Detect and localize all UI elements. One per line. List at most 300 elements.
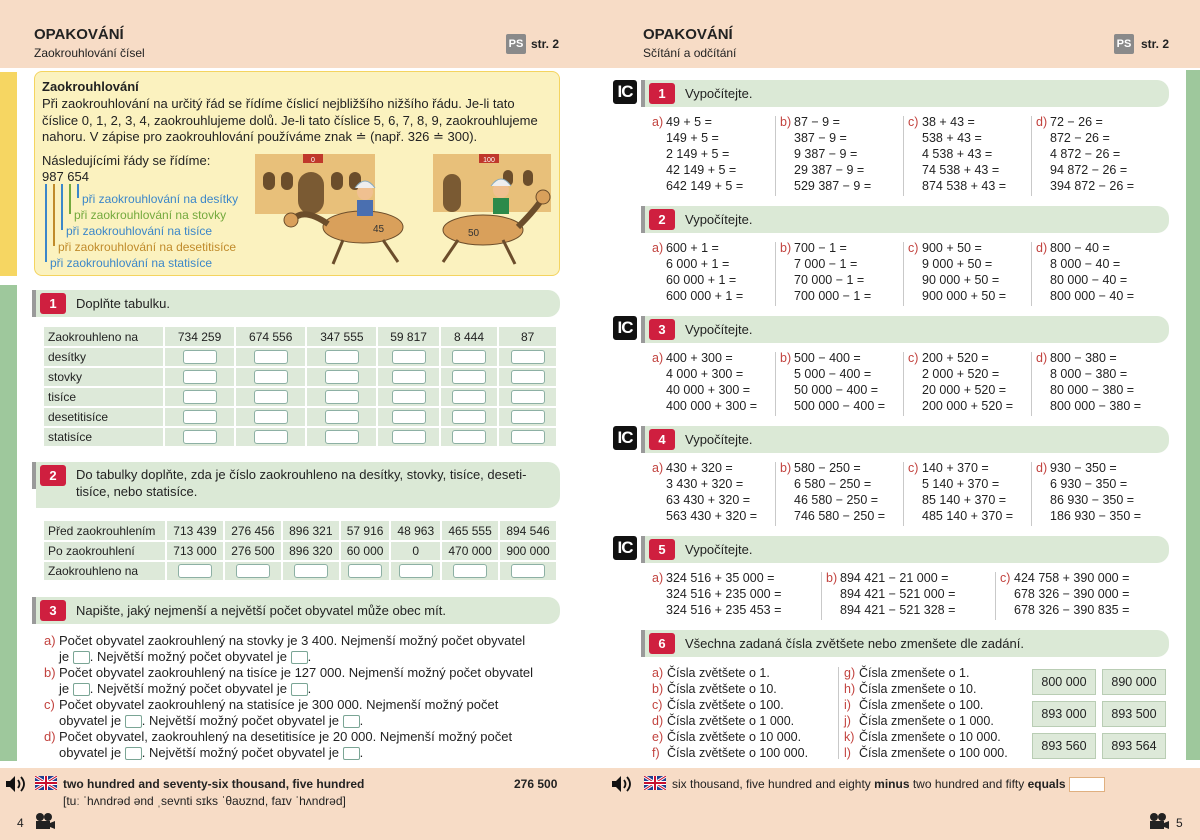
item-text: je — [59, 681, 70, 696]
answer-box[interactable] — [392, 370, 426, 384]
footer-ipa: [tuː ˈhʌndrəd ənd ˌsevnti sɪks ˈθaʊznd, faɪv ˈhʌndrəd] — [63, 794, 346, 808]
answer-box[interactable] — [254, 390, 288, 404]
item-text: Počet obyvatel zaokrouhlený na statisíce je 300 000. Nejmenší možný počet — [59, 697, 499, 712]
camera-icon[interactable] — [34, 812, 56, 830]
row-label: stovky — [44, 367, 164, 387]
exercise-number: 2 — [40, 465, 66, 486]
answer-box[interactable] — [392, 410, 426, 424]
calc-column — [908, 350, 1036, 414]
item-letter: b) — [780, 351, 792, 365]
calc-row: 400 + 300 = — [666, 351, 733, 365]
building-sign-left: 0 — [311, 157, 315, 164]
calc-column — [826, 570, 1000, 618]
number-box: 893 560 — [1032, 733, 1096, 759]
rounding-check-table — [44, 521, 558, 582]
list-item — [652, 713, 832, 729]
answer-box[interactable] — [325, 430, 359, 444]
right-page-subtitle: Sčítání a odčítání — [643, 46, 737, 60]
item-text: Čísla zvětšete o 1. — [667, 666, 770, 680]
calc-row: 500 − 400 = — [794, 351, 861, 365]
item-letter: l) — [844, 746, 851, 760]
divider — [775, 242, 776, 306]
item-text: . — [307, 649, 312, 664]
divider — [995, 572, 996, 620]
item-letter: a) — [652, 115, 664, 129]
calc-row: 9 387 − 9 = — [794, 147, 858, 161]
item-letter: b) — [780, 241, 792, 255]
answer-box[interactable] — [452, 350, 486, 364]
calc-row: 87 − 9 = — [794, 115, 840, 129]
exercise-r2-grid — [652, 240, 1172, 306]
calc-row: 642 149 + 5 = — [666, 179, 744, 193]
table-header-cell: Zaokrouhleno na — [44, 327, 164, 347]
calc-row: 485 140 + 370 = — [922, 509, 1014, 523]
exercise-3-items — [44, 633, 564, 761]
answer-box[interactable] — [392, 430, 426, 444]
calc-row: 90 000 + 50 = — [922, 273, 1000, 287]
exercise-number: 5 — [649, 539, 675, 560]
exercise-1-header — [36, 290, 560, 317]
divider — [903, 462, 904, 526]
table-row — [44, 561, 557, 581]
answer-box[interactable] — [254, 350, 288, 364]
max-input[interactable] — [291, 683, 308, 696]
answer-box[interactable] — [511, 564, 545, 578]
min-input[interactable] — [125, 715, 142, 728]
answer-box[interactable] — [452, 390, 486, 404]
calc-column — [908, 460, 1036, 524]
calc-column — [780, 114, 908, 194]
calc-row: 500 000 − 400 = — [794, 399, 886, 413]
calc-row: 5 140 + 370 = — [922, 477, 1000, 491]
calc-row: 746 580 − 250 = — [794, 509, 886, 523]
ic-badge: IC — [613, 536, 637, 560]
left-green-bar — [0, 285, 17, 761]
calc-row: 400 000 + 300 = — [666, 399, 758, 413]
list-item — [844, 745, 1024, 761]
calc-column — [1036, 240, 1164, 304]
calc-row: 678 326 − 390 835 = — [1014, 603, 1130, 617]
list-item — [44, 729, 564, 761]
calc-row: 85 140 + 370 = — [922, 493, 1007, 507]
table-header-cell: 59 817 — [377, 327, 439, 347]
item-text: Čísla zmenšete o 1. — [859, 666, 970, 680]
max-input[interactable] — [291, 651, 308, 664]
left-yellow-bar — [0, 72, 17, 276]
table-row — [44, 387, 557, 407]
footer-answer-input[interactable] — [1069, 777, 1105, 792]
calc-column — [1036, 350, 1164, 414]
answer-box[interactable] — [254, 370, 288, 384]
calc-row: 874 538 + 43 = — [922, 179, 1007, 193]
item-text: Čísla zmenšete o 100 000. — [859, 746, 1008, 760]
order-desitky: při zaokrouhlování na desítky — [82, 192, 239, 206]
divider — [838, 667, 839, 759]
answer-box[interactable] — [392, 350, 426, 364]
item-text: . Největší možný počet obyvatel je — [89, 649, 288, 664]
info-box — [34, 71, 560, 276]
table-row — [44, 427, 557, 447]
number-box: 893 500 — [1102, 701, 1166, 727]
exercise-r6-header — [645, 630, 1169, 657]
order-desetitisice: při zaokrouhlování na desetitisíce — [58, 240, 237, 254]
answer-box[interactable] — [325, 390, 359, 404]
row-label: statisíce — [44, 427, 164, 447]
item-text: . Největší možný počet obyvatel je — [89, 681, 288, 696]
item-letter: d) — [1036, 351, 1048, 365]
answer-box[interactable] — [178, 564, 212, 578]
calc-row: 70 000 − 1 = — [794, 273, 865, 287]
item-text: obyvatel je — [59, 713, 122, 728]
calc-row: 894 421 − 21 000 = — [840, 571, 949, 585]
exercise-label: Vypočítejte. — [685, 212, 753, 227]
list-item — [844, 681, 1024, 697]
right-header — [600, 0, 1200, 68]
uk-flag-icon — [644, 776, 666, 790]
item-text: . — [307, 681, 312, 696]
page-number: 4 — [17, 816, 24, 830]
left-header — [0, 0, 600, 68]
calc-column — [652, 114, 780, 194]
list-item — [844, 713, 1024, 729]
table-row — [44, 367, 557, 387]
table-cell: 894 546 — [499, 521, 557, 541]
calc-row: 38 + 43 = — [922, 115, 975, 129]
rounding-table — [44, 327, 558, 448]
calc-column — [1000, 570, 1174, 618]
item-letter: a) — [652, 666, 664, 680]
table-cell: 60 000 — [340, 541, 391, 561]
answer-box[interactable] — [348, 564, 382, 578]
item-letter: a) — [652, 351, 664, 365]
answer-box[interactable] — [399, 564, 433, 578]
table-row — [44, 541, 557, 561]
calc-row: 6 000 + 1 = — [666, 257, 730, 271]
footer-phrase: two hundred and seventy-six thousand, five hundred — [63, 777, 365, 791]
calc-row: 49 + 5 = — [666, 115, 712, 129]
calc-row: 800 000 − 380 = — [1050, 399, 1142, 413]
exercise-label: Vypočítejte. — [685, 542, 753, 557]
calc-row: 80 000 − 40 = — [1050, 273, 1128, 287]
item-letter: b) — [652, 682, 664, 696]
list-item — [44, 665, 564, 697]
item-letter: b) — [826, 571, 838, 585]
exercise-label: Doplňte tabulku. — [76, 296, 170, 311]
divider — [1031, 242, 1032, 306]
divider — [775, 116, 776, 196]
calc-row: 20 000 + 520 = — [922, 383, 1007, 397]
phrase-operator: equals — [1027, 777, 1066, 791]
answer-box[interactable] — [183, 410, 217, 424]
divider — [1031, 462, 1032, 526]
camera-icon[interactable] — [1148, 812, 1170, 830]
calc-row: 8 000 − 380 = — [1050, 367, 1128, 381]
exercise-label: Vypočítejte. — [685, 86, 753, 101]
row-label: desítky — [44, 347, 164, 367]
calc-row: 538 + 43 = — [922, 131, 982, 145]
answer-box[interactable] — [183, 350, 217, 364]
answer-box[interactable] — [511, 390, 545, 404]
info-title: Zaokrouhlování — [42, 79, 139, 94]
max-input[interactable] — [343, 747, 360, 760]
calc-row: 140 + 370 = — [922, 461, 989, 475]
divider — [821, 572, 822, 620]
calc-row: 894 421 − 521 000 = — [840, 587, 956, 601]
table-cell: 896 320 — [282, 541, 340, 561]
calc-row: 60 000 + 1 = — [666, 273, 737, 287]
min-input[interactable] — [73, 683, 90, 696]
left-footer — [0, 768, 600, 840]
table-cell: 465 555 — [441, 521, 499, 541]
list-item — [844, 697, 1024, 713]
answer-box[interactable] — [511, 370, 545, 384]
answer-box[interactable] — [325, 410, 359, 424]
table-cell: 0 — [390, 541, 441, 561]
calc-row: 63 430 + 320 = — [666, 493, 751, 507]
calc-row: 149 + 5 = — [666, 131, 719, 145]
calc-row: 324 516 + 235 000 = — [666, 587, 782, 601]
calc-row: 678 326 − 390 000 = — [1014, 587, 1130, 601]
calc-column — [780, 240, 908, 304]
answer-box[interactable] — [511, 430, 545, 444]
item-letter: g) — [844, 666, 856, 680]
calc-row: 74 538 + 43 = — [922, 163, 1000, 177]
calc-row: 5 000 − 400 = — [794, 367, 872, 381]
answer-box[interactable] — [511, 410, 545, 424]
phrase-part: six thousand, five hundred and eighty — [672, 777, 871, 791]
phrase-operator: minus — [874, 777, 910, 791]
calc-column — [1036, 460, 1164, 524]
page-number: 5 — [1176, 816, 1183, 830]
calc-row: 430 + 320 = — [666, 461, 733, 475]
item-text: Počet obyvatel zaokrouhlený na stovky je 3 400. Nejmenší možný počet obyvatel — [59, 633, 526, 648]
item-text: Čísla zvětšete o 10. — [667, 682, 777, 696]
row-label: Zaokrouhleno na — [44, 561, 166, 581]
divider — [775, 462, 776, 526]
orders-label: Následujícími řády se řídíme: — [42, 153, 211, 168]
divider — [903, 242, 904, 306]
calc-row: 394 872 − 26 = — [1050, 179, 1135, 193]
page-ref: str. 2 — [1141, 37, 1170, 51]
exercise-r2-header — [645, 206, 1169, 233]
ic-badge: IC — [613, 316, 637, 340]
item-letter: c) — [908, 461, 919, 475]
calc-row: 894 421 − 521 328 = — [840, 603, 956, 617]
table-header-cell: 347 555 — [306, 327, 377, 347]
calc-row: 186 930 − 350 = — [1050, 509, 1142, 523]
calc-row: 8 000 − 40 = — [1050, 257, 1121, 271]
table-header-cell: 8 444 — [440, 327, 499, 347]
item-text: Čísla zmenšete o 100. — [859, 698, 984, 712]
table-cell: 276 456 — [224, 521, 282, 541]
item-letter: c) — [44, 697, 55, 712]
item-text: obyvatel je — [59, 745, 122, 760]
list-item — [44, 697, 564, 729]
calc-row: 4 538 + 43 = — [922, 147, 993, 161]
row-label: tisíce — [44, 387, 164, 407]
info-text: Při zaokrouhlování na určitý řád se řídíme číslicí nejbližšího nižšího řádu. Je-li tato číslice 0, 1, 2, 3, 4, zaokrouhlujeme dolů. Je-li tato číslice 5, 6, 7, 8, 9, zaokrouhlujeme nahoru. V zápise pro zaokrouhlování používáme znak ≐ (např. 326 ≐ 300). — [42, 96, 538, 144]
calc-column — [780, 460, 908, 524]
exercise-r3-header — [645, 316, 1169, 343]
item-text: Čísla zvětšete o 1 000. — [667, 714, 795, 728]
exercise-number: 2 — [649, 209, 675, 230]
ps-badge: PS — [1114, 34, 1134, 54]
item-letter: c) — [908, 351, 919, 365]
footer-phrase — [672, 777, 1105, 792]
left-page-subtitle: Zaokrouhlování čísel — [34, 46, 145, 60]
min-input[interactable] — [73, 651, 90, 664]
calc-row: 200 000 + 520 = — [922, 399, 1014, 413]
answer-box[interactable] — [236, 564, 270, 578]
answer-box[interactable] — [452, 430, 486, 444]
list-item — [652, 697, 832, 713]
item-letter: j) — [844, 714, 851, 728]
calc-row: 6 930 − 350 = — [1050, 477, 1128, 491]
exercise-r3-grid — [652, 350, 1172, 416]
table-cell: 470 000 — [441, 541, 499, 561]
order-stovky: při zaokrouhlování na stovky — [74, 208, 227, 222]
answer-box[interactable] — [392, 390, 426, 404]
item-text: Čísla zvětšete o 10 000. — [667, 730, 802, 744]
calc-row: 86 930 − 350 = — [1050, 493, 1135, 507]
number-box: 890 000 — [1102, 669, 1166, 695]
calc-column — [1036, 114, 1164, 194]
table-cell: 896 321 — [282, 521, 340, 541]
exercise-r5-header — [645, 536, 1169, 563]
calc-column — [908, 240, 1036, 304]
exercise-number: 1 — [40, 293, 66, 314]
item-letter: b) — [44, 665, 56, 680]
item-letter: b) — [780, 461, 792, 475]
speaker-icon[interactable] — [610, 774, 634, 794]
item-text: . — [359, 745, 364, 760]
camel-number-right: 50 — [468, 228, 480, 239]
calc-row: 580 − 250 = — [794, 461, 861, 475]
calc-row: 563 430 + 320 = — [666, 509, 758, 523]
calc-row: 700 − 1 = — [794, 241, 847, 255]
table-cell: 713 000 — [166, 541, 224, 561]
item-text: . — [359, 713, 364, 728]
exercise-label: Vypočítejte. — [685, 322, 753, 337]
answer-box[interactable] — [452, 370, 486, 384]
calc-row: 46 580 − 250 = — [794, 493, 879, 507]
table-cell: 48 963 — [390, 521, 441, 541]
answer-box[interactable] — [452, 410, 486, 424]
table-row — [44, 347, 557, 367]
exercise-number: 6 — [649, 633, 675, 654]
number-box: 800 000 — [1032, 669, 1096, 695]
calc-row: 42 149 + 5 = — [666, 163, 737, 177]
camel-number-left: 45 — [373, 224, 385, 235]
answer-box[interactable] — [511, 350, 545, 364]
exercise-label: Vypočítejte. — [685, 432, 753, 447]
list-item — [652, 729, 832, 745]
calc-column — [780, 350, 908, 414]
calc-column — [652, 240, 780, 304]
order-tisice: při zaokrouhlování na tisíce — [66, 224, 213, 238]
list-item — [844, 665, 1024, 681]
exercise-r4-grid — [652, 460, 1172, 526]
table-cell: 276 500 — [224, 541, 282, 561]
item-text: je — [59, 649, 70, 664]
answer-box[interactable] — [325, 370, 359, 384]
calc-row: 7 000 − 1 = — [794, 257, 858, 271]
calc-column — [908, 114, 1036, 194]
answer-box[interactable] — [183, 390, 217, 404]
max-input[interactable] — [343, 715, 360, 728]
exercise-label: Všechna zadaná čísla zvětšete nebo zmenšete dle zadání. — [685, 636, 1024, 651]
divider — [903, 352, 904, 416]
right-page-title: OPAKOVÁNÍ — [643, 26, 733, 43]
ic-badge: IC — [613, 426, 637, 450]
phrase-part: two hundred and fifty — [912, 777, 1025, 791]
building-sign-right: 100 — [483, 157, 495, 164]
list-item — [652, 665, 832, 681]
calc-row: 600 000 + 1 = — [666, 289, 744, 303]
list-item — [652, 745, 832, 761]
calc-row: 800 − 40 = — [1050, 241, 1110, 255]
calc-row: 200 + 520 = — [922, 351, 989, 365]
list-item — [844, 729, 1024, 745]
item-letter: d) — [44, 729, 56, 744]
answer-box[interactable] — [183, 430, 217, 444]
item-text: Čísla zmenšete o 10 000. — [859, 730, 1001, 744]
item-text: Počet obyvatel zaokrouhlený na tisíce je 127 000. Nejmenší možný počet obyvatel — [59, 665, 534, 680]
item-text: Čísla zvětšete o 100 000. — [667, 746, 809, 760]
answer-box[interactable] — [254, 430, 288, 444]
calc-row: 94 872 − 26 = — [1050, 163, 1128, 177]
item-letter: k) — [844, 730, 855, 744]
item-letter: d) — [1036, 115, 1048, 129]
right-footer — [600, 768, 1200, 840]
calc-row: 700 000 − 1 = — [794, 289, 872, 303]
calc-column — [652, 570, 826, 618]
answer-box[interactable] — [254, 410, 288, 424]
left-page-title: OPAKOVÁNÍ — [34, 26, 124, 43]
divider — [903, 116, 904, 196]
table-row — [44, 521, 557, 541]
item-letter: a) — [44, 633, 56, 648]
item-letter: f) — [652, 746, 660, 760]
calc-row: 800 − 380 = — [1050, 351, 1117, 365]
exercise-r1-grid — [652, 114, 1172, 196]
calc-row: 80 000 − 380 = — [1050, 383, 1135, 397]
exercise-label: Do tabulky doplňte, zda je číslo zaokrouhleno na desítky, stovky, tisíce, desetitisíce, nebo statisíce. — [76, 467, 527, 499]
table-header-cell: 674 556 — [235, 327, 306, 347]
answer-box[interactable] — [453, 564, 487, 578]
item-letter: c) — [652, 698, 663, 712]
table-header-cell: 734 259 — [164, 327, 235, 347]
answer-box[interactable] — [325, 350, 359, 364]
table-header-cell: 87 — [498, 327, 557, 347]
speaker-icon[interactable] — [4, 774, 28, 794]
answer-box[interactable] — [294, 564, 328, 578]
item-text: Počet obyvatel, zaokrouhlený na desetitisíce je 20 000. Nejmenší možný počet — [59, 729, 513, 744]
calc-column — [652, 350, 780, 414]
number-box: 893 564 — [1102, 733, 1166, 759]
answer-box[interactable] — [183, 370, 217, 384]
ic-badge: IC — [613, 80, 637, 104]
calc-row: 529 387 − 9 = — [794, 179, 872, 193]
footer-number: 276 500 — [514, 777, 558, 791]
calc-row: 324 516 + 35 000 = — [666, 571, 775, 585]
min-input[interactable] — [125, 747, 142, 760]
item-letter: d) — [1036, 241, 1048, 255]
calc-row: 872 − 26 = — [1050, 131, 1110, 145]
calc-row: 900 000 + 50 = — [922, 289, 1007, 303]
divider — [1031, 116, 1032, 196]
row-label: Po zaokrouhlení — [44, 541, 166, 561]
